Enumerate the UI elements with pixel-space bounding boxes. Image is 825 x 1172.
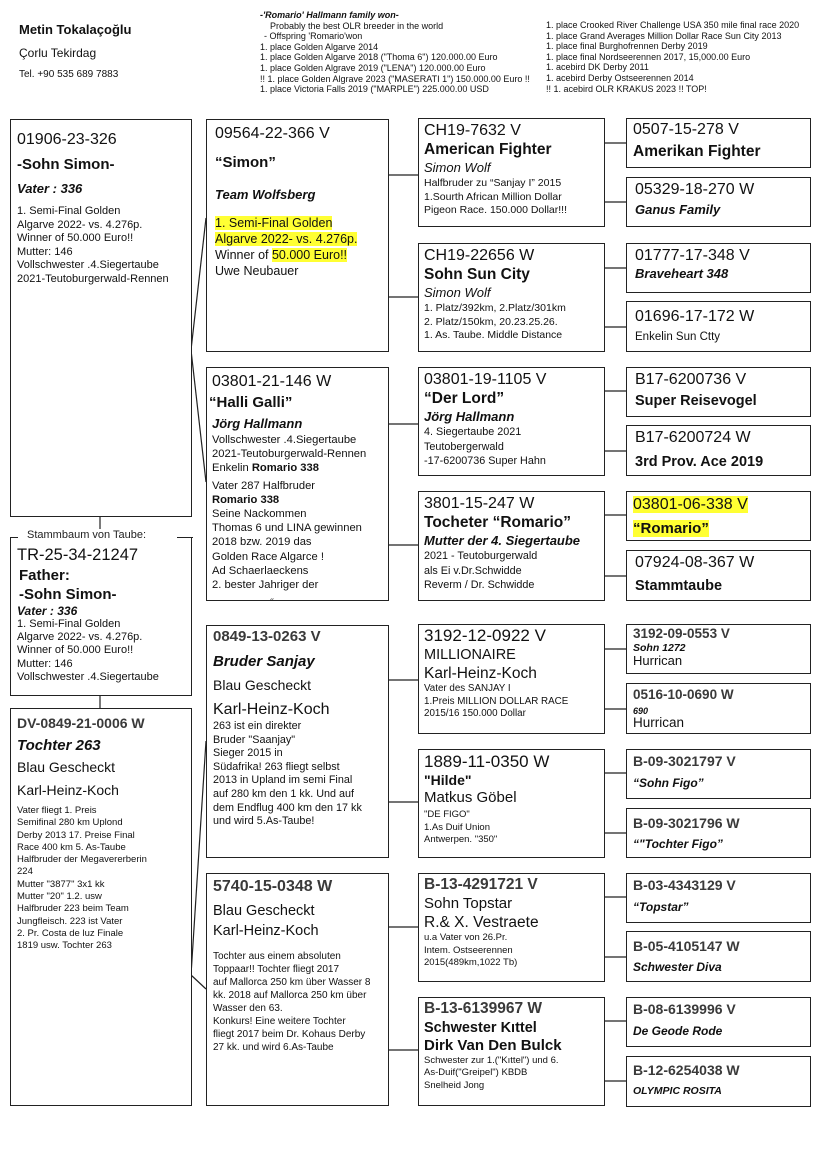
gen4-card[interactable] (626, 550, 811, 601)
gen2-card-bruder-sanjay[interactable] (206, 625, 389, 858)
father-ring-number: 01906-23-326 (17, 131, 117, 148)
gen3-ring-number: B-13-6139967 W (424, 1000, 543, 1017)
gen2-breeder: Jörg Hallmann (212, 416, 303, 431)
gen4-card[interactable] (626, 749, 811, 799)
owner-city: Çorlu Tekirdag (19, 46, 97, 60)
gen3-ring-number: 3192-12-0922 V (424, 626, 546, 645)
gen4-card[interactable] (626, 873, 811, 923)
gen4-name: Stammtaube (635, 578, 723, 594)
gen4-name: Sohn 1272 (633, 642, 686, 654)
gen4-card-romario[interactable] (626, 491, 811, 541)
gen4-name: Ganus Family (635, 202, 721, 217)
gen4-ring-number: 07924-08-367 W (635, 554, 755, 571)
father-notes: 1. Semi-Final Golden Algarve 2022- vs. 4.276p. Winner of 50.000 Euro!! Mutter: 146 Vollschwester .4.Siegertaube 2021-Teutoburgerwald-Rennen (17, 205, 169, 285)
gen3-name: Sohn Topstar (424, 895, 513, 912)
gen3-notes: Vater des SANJAY I 1.Preis MILLION DOLLAR RACE 2015/16 150.000 Dollar (424, 683, 569, 719)
subject-father-label: Father: (19, 567, 70, 584)
gen3-ring-number: 1889-11-0350 W (424, 752, 550, 771)
mother-card[interactable] (10, 708, 192, 1106)
gen4-ring-number: B17-6200724 W (635, 429, 751, 446)
mother-breeder: Karl-Heinz-Koch (17, 781, 119, 798)
gen3-name: Schwester Kıttel (424, 1020, 537, 1036)
father-name: -Sohn Simon- (17, 156, 115, 173)
gen4-extra: Hurrican (633, 653, 683, 668)
gen4-ring-number: B-08-6139996 V (633, 1001, 736, 1017)
mother-name: Tochter 263 (17, 737, 101, 754)
gen3-card-hilde[interactable] (418, 749, 605, 858)
race-line: 1. place Crooked River Challenge USA 350 mile final race 2020 (546, 20, 800, 30)
gen4-name: Schwester Diva (633, 960, 722, 974)
gen2-breeder: Team Wolfsberg (215, 187, 316, 202)
subject-father-name: -Sohn Simon- (19, 586, 117, 603)
gen4-card[interactable] (626, 931, 811, 982)
gen2-ring-number: 09564-22-366 V (215, 125, 330, 142)
subject-vater: Vater : 336 (17, 604, 78, 618)
gen4-card[interactable] (626, 177, 811, 227)
gen4-card[interactable] (626, 997, 811, 1047)
gen2-notes: Vollschwester .4.Siegertaube 2021-Teutoburgerwald-Rennen Enkelin Romario 338 Vater 287 Halfbruder Romario 338 Seine Nackommen Thomas 6 und LINA gewinnen 2018 bzw. 2019 das Golden Race Algarce ! Ad Schaerlaeckens 2. bester Jahriger der (212, 434, 367, 592)
subject-card[interactable] (10, 529, 192, 696)
highlighted-text: Algarve 2022- vs. 4.276p. (215, 232, 358, 246)
gen3-name: Sohn Sun City (424, 266, 530, 283)
family-title: -'Romario' Hallmann family won- (260, 10, 399, 20)
race-line: 1. acebird DK Derby 2011 (546, 62, 649, 73)
gen4-ring-number: 01777-17-348 V (635, 247, 750, 264)
gen2-breeder: Karl-Heinz-Koch (213, 700, 330, 718)
gen2-color: Blau Gescheckt (213, 677, 312, 693)
gen2-name: Bruder Sanjay (213, 653, 315, 670)
gen2-ring-number: 0849-13-0263 V (213, 628, 321, 645)
family-line: 1. place Golden Algarve 2014 (260, 41, 379, 52)
gen2-ring-number: 5740-15-0348 W (213, 878, 333, 895)
gen4-ring-number: B-09-3021797 V (633, 753, 736, 769)
gen3-ring-number: 03801-19-1105 V (424, 371, 547, 388)
gen3-notes: Halfbruder zu “Sanjay I” 2015 1.Sourth African Million Dollar Pigeon Race. 150.000 Dollar!!! (424, 177, 568, 216)
gen4-card[interactable] (626, 118, 811, 168)
gen2-card-5740-15-0348[interactable] (206, 873, 389, 1106)
gen3-card-tocheter-romario[interactable] (418, 491, 605, 601)
gen3-breeder: Karl-Heinz-Koch (424, 665, 537, 682)
gen3-card-american-fighter[interactable] (418, 118, 605, 227)
family-line: !! 1. place Golden Algrave 2023 ("MASERATI 1") 150.000.00 Euro !! (260, 73, 530, 84)
mother-notes: Vater fliegt 1. Preis Semifinal 280 km Uplond Derby 2013 17. Preise Final Race 400 km 5. As-Taube Halfbruder der Megavererberin 224 Mutter "3877" 3x1 kk Mutter "20" 1.2. usw Halfbruder 223 beim Team Jungfleisch. 223 ist Vater 2. Pr. Costa de luz Finale 1819 usw. Tochter 263 (17, 805, 147, 952)
race-line: !! 1. acebird OLR KRAKUS 2023 !! TOP! (546, 83, 707, 94)
gen2-name: “Halli Galli” (209, 394, 293, 411)
gen3-breeder: Simon Wolf (424, 160, 491, 175)
gen4-ring-number: 05329-18-270 W (635, 181, 755, 198)
highlighted-text: 50.000 Euro!! (271, 248, 348, 262)
gen3-ring-number: CH19-7632 V (424, 122, 521, 139)
father-card[interactable] (10, 119, 192, 517)
gen4-name: “Topstar” (633, 900, 689, 914)
father-vater: Vater : 336 (17, 181, 83, 196)
overflow-mark: ˝ (270, 598, 274, 609)
gen3-breeder: Matkus Göbel (424, 789, 517, 806)
subject-notes: 1. Semi-Final Golden Algarve 2022- vs. 4.276p. Winner of 50.000 Euro!! Mutter: 146 Vollschwester .4.Siegertaube (17, 618, 159, 683)
gen4-card[interactable] (626, 243, 811, 293)
gen3-ring-number: B-13-4291721 V (424, 876, 538, 893)
gen3-notes: 4. Siegertaube 2021 Teutobergerwald -17-6200736 Super Hahn (424, 426, 546, 467)
owner-phone: Tel. +90 535 689 7883 (19, 69, 119, 80)
gen3-breeder: Simon Wolf (424, 285, 491, 300)
gen3-breeder: Dirk Van Den Bulck (424, 1037, 562, 1054)
gen3-breeder: R.& X. Vestraete (424, 914, 539, 931)
gen4-ring-number: B-05-4105147 W (633, 938, 740, 954)
gen4-card[interactable] (626, 425, 811, 476)
gen3-card-sohn-sun-city[interactable] (418, 243, 605, 352)
gen4-name: Amerikan Fighter (633, 143, 761, 160)
race-line: 1. place final Nordseerennen 2017, 15,000.00 Euro (546, 51, 751, 62)
gen4-ring-number: 0507-15-278 V (633, 121, 739, 138)
gen3-notes: u.a Vater von 26.Pr. Intem. Ostseerennen 2015(489km,1022 Tb) (424, 932, 518, 968)
mother-color: Blau Gescheckt (17, 759, 116, 775)
gen3-name: American Fighter (424, 141, 552, 158)
gen2-notes: 263 ist ein direkter Bruder "Saanjay" Sieger 2015 in Südafrika! 263 fliegt selbst 2013 in Upland im semi Final auf 280 km den 1 kk. Und auf dem Endflug 400 km den 17 kk und wird 5.As-Taube! (213, 720, 362, 828)
gen4-card[interactable] (626, 683, 811, 734)
gen4-ring-number: B-03-4343129 V (633, 877, 736, 893)
gen3-ring-number: 3801-15-247 W (424, 495, 535, 512)
gen4-card[interactable] (626, 367, 811, 417)
gen3-ring-number: CH19-22656 W (424, 247, 535, 264)
gen3-breeder: Jörg Hallmann (424, 409, 515, 424)
subject-border-left (10, 537, 18, 539)
gen3-notes: 1. Platz/392km, 2.Platz/301km 2. Platz/150km, 20.23.25.26. 1. As. Taube. Middle Distance (424, 302, 566, 341)
gen4-name: “Sohn Figo” (633, 776, 704, 790)
race-line: 1. acebird Derby Ostseerennen 2014 (546, 72, 694, 83)
family-line: 1. place Golden Algrave 2019 ("LENA") 120.000.00 Euro (260, 62, 486, 73)
gen4-ring-number: B-09-3021796 W (633, 815, 740, 831)
gen4-card[interactable] (626, 624, 811, 674)
gen4-card[interactable] (626, 1056, 811, 1107)
gen4-ring-number: B17-6200736 V (635, 371, 747, 388)
gen4-name: 3rd Prov. Ace 2019 (635, 454, 764, 470)
gen4-ring-number: 3192-09-0553 V (633, 626, 730, 641)
gen4-ring-number: 01696-17-172 W (635, 308, 755, 325)
gen4-name: 690 (633, 706, 649, 716)
gen2-name: “Simon” (215, 154, 276, 171)
gen3-card-der-lord[interactable] (418, 367, 605, 476)
gen2-color: Blau Gescheckt (213, 903, 315, 919)
gen4-name: “"Tochter Figo” (633, 837, 723, 851)
gen3-notes: Schwester zur 1.("Kıttel") und 6. As-Duif("Greipel") KBDB Snelheid Jong (424, 1055, 559, 1091)
gen2-card-halli-galli[interactable] (206, 367, 389, 601)
gen4-card[interactable] (626, 301, 811, 352)
gen3-name: "Hilde" (424, 772, 472, 788)
gen4-ring-number: B-12-6254038 W (633, 1062, 740, 1078)
owner-name: Metin Tokalaçoğlu (19, 22, 132, 37)
gen4-extra: Hurrican (633, 715, 685, 730)
subject-ring-number: TR-25-34-21247 (17, 546, 139, 564)
family-line: 1. place Victoria Falls 2019 ("MARPLE") 225.000.00 USD (260, 84, 489, 95)
subject-border-right (177, 537, 193, 539)
gen4-ring-number: 03801-06-338 V (633, 496, 748, 513)
gen4-card[interactable] (626, 808, 811, 858)
gen3-name: MILLIONAIRE (424, 647, 516, 663)
gen3-notes: 2021 - Teutoburgerwald als Ei v.Dr.Schwidde Reverm / Dr. Schwidde (424, 550, 538, 591)
subject-label: Stammbaum von Taube: (27, 529, 147, 541)
gen3-notes: "DE FIGO" 1.As Duif Union Antwerpen. "350" (424, 809, 498, 845)
gen4-ring-number: 0516-10-0690 W (633, 687, 734, 702)
gen3-name: “Der Lord” (424, 390, 505, 407)
gen3-name: Tocheter “Romario” (424, 514, 571, 531)
gen2-card-simon[interactable] (206, 119, 389, 352)
gen4-name: OLYMPIC ROSITA (633, 1085, 722, 1097)
highlighted-text: 1. Semi-Final Golden (215, 216, 333, 230)
gen4-name: Enkelin Sun Ctty (635, 331, 721, 343)
race-line: 1. place Grand Averages Million Dollar Race Sun City 2013 (546, 30, 782, 41)
gen4-name: De Geode Rode (633, 1024, 723, 1038)
mother-ring-number: DV-0849-21-0006 W (17, 715, 145, 731)
family-line: - Offspring 'Romario'won (264, 31, 363, 42)
gen2-notes: Tochter aus einem absoluten Toppaar!! Tochter fliegt 2017 auf Mallorca 250 km über Wasser 8 kk. 2018 auf Mallorca 250 km über Wasser den 63. Konkurs! Eine weitere Tochter fliegt 2017 beim Dr. Kohaus Derby 27 kk. und wird 6.As-Taube (213, 951, 371, 1053)
gen3-card-millionaire[interactable] (418, 624, 605, 734)
gen4-name: Super Reisevogel (635, 393, 757, 409)
gen3-card-sohn-topstar[interactable] (418, 873, 605, 982)
gen2-breeder: Karl-Heinz-Koch (213, 923, 319, 939)
gen3-card-schwester-kittel[interactable] (418, 997, 605, 1106)
gen3-breeder: Mutter der 4. Siegertaube (424, 533, 581, 548)
race-line: 1. place final Burghofrennen Derby 2019 (546, 41, 708, 52)
gen4-name: Braveheart 348 (635, 266, 729, 281)
gen4-name: “Romario” (633, 520, 709, 537)
family-line: 1. place Golden Algarve 2018 ("Thoma 6") 120.000.00 Euro (260, 52, 498, 63)
gen2-ring-number: 03801-21-146 W (212, 373, 332, 390)
gen2-notes: 1. Semi-Final Golden Algarve 2022- vs. 4.276p. Winner of 50.000 Euro!! Uwe Neubauer (215, 216, 358, 278)
family-line: Probably the best OLR breeder in the world (270, 20, 444, 31)
